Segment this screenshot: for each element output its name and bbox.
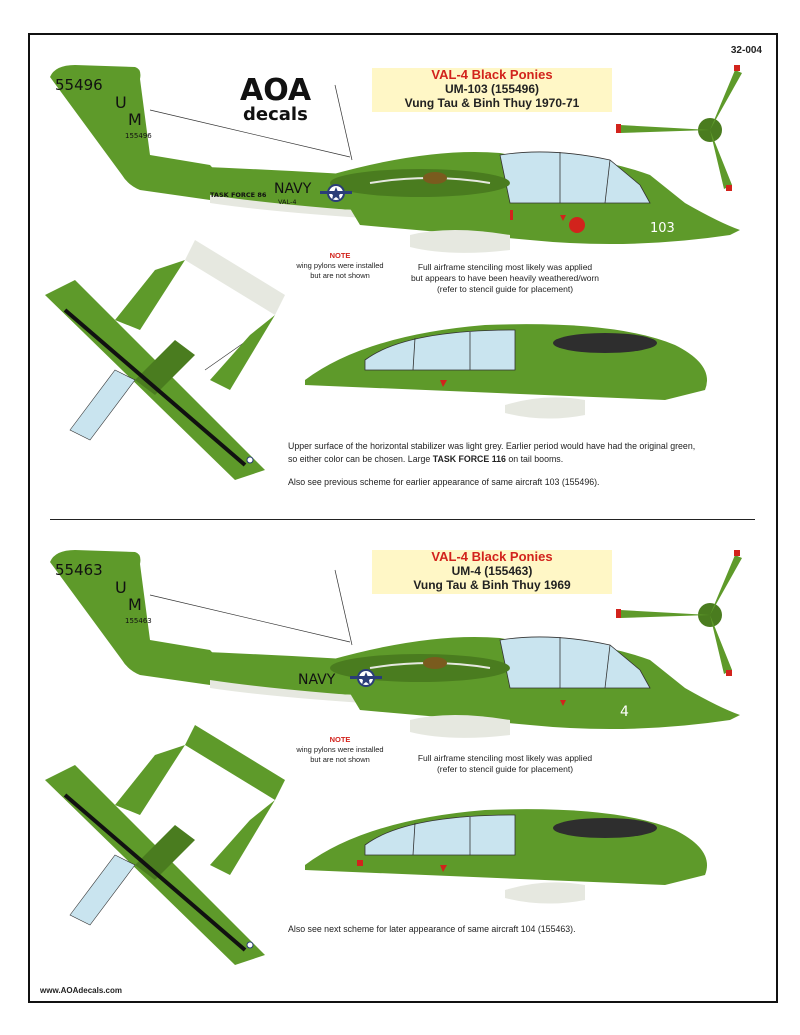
scheme1-stencil-note [390,262,620,295]
scheme1-tail-code-m: M [128,110,142,129]
scheme1-para2: Also see previous scheme for earlier appearance of same aircraft 103 (155496). [288,477,600,487]
scheme2-side-number: 4 [620,704,629,720]
scheme2-stencil-line1: Full airframe stenciling most likely was applied [417,753,593,763]
scheme2-top-view [45,725,295,965]
scheme1-note-line1: wing pylons were installed [296,261,384,270]
logo-bottom-text: decals [243,104,308,125]
scheme1-title: VAL-4 Black Ponies [431,67,553,82]
scheme1-tail-number: 55496 [55,76,103,94]
sheet-number: 32-004 [730,45,762,56]
scheme1-tail-code-u: U [115,93,127,112]
scheme1-stencil-line2: but appears to have been heavily weathered/worn [410,273,600,283]
scheme1-tail-small: 155496 [125,132,152,140]
scheme1-para1-bold: TASK FORCE 116 [432,454,506,464]
scheme2-subtitle: UM-4 (155463) [451,564,533,578]
website-url[interactable]: www.AOAdecals.com [40,986,122,995]
scheme2-note-line2: but are not shown [310,755,370,764]
scheme1-task-force: TASK FORCE 86 [210,191,267,199]
scheme2-note-heading: NOTE [329,735,351,744]
scheme2-note [285,735,395,765]
scheme2-location: Vung Tau & Binh Thuy 1969 [413,578,571,592]
scheme2-side-view [30,520,780,750]
scheme1-para1-line1: Upper surface of the horizontal stabilizer was light grey. Earlier period would have had the original green, [288,441,696,451]
scheme1-val4: VAL-4 [278,198,297,206]
scheme1-side-view [30,35,780,265]
scheme1-nose-view [285,305,725,425]
scheme1-location: Vung Tau & Binh Thuy 1970-71 [404,96,580,110]
scheme1-paragraph [288,440,758,489]
scheme2-stencil-note [390,753,620,775]
scheme2-nose-view [285,790,725,910]
scheme2-title: VAL-4 Black Ponies [431,549,553,564]
scheme1-stencil-line3: (refer to stencil guide for placement) [436,284,574,294]
scheme1-subtitle: UM-103 (155496) [444,82,540,96]
scheme2-nose-number: 4 [400,876,409,891]
scheme2-stencil-line2: (refer to stencil guide for placement) [436,764,574,774]
scheme2-tail-small: 155463 [125,617,152,625]
scheme1-top-view [45,240,295,480]
scheme1-para1-b: so either color can be chosen. Large [288,454,433,464]
scheme1-nose-number: 103 [325,386,350,401]
logo-top-text: AOA [240,73,312,108]
scheme1-para1-c: on tail booms. [505,454,564,464]
scheme2-tail-code-u: U [115,578,127,597]
scheme1-side-number: 103 [650,221,675,236]
scheme2-tail-code-m: M [128,595,142,614]
scheme1-note-line2: but are not shown [310,271,370,280]
scheme1-note [285,251,395,281]
scheme1-note-heading: NOTE [329,251,351,260]
scheme1-stencil-line1: Full airframe stenciling most likely was applied [417,262,593,272]
decal-sheet [28,33,778,1003]
scheme2-tail-number: 55463 [55,561,103,579]
scheme2-paragraph: Also see next scheme for later appearance of same aircraft 104 (155463). [288,924,576,934]
scheme2-note-line1: wing pylons were installed [296,745,384,754]
scheme1-navy: NAVY [274,181,312,197]
scheme1-para1-line2 [288,453,758,466]
scheme2-navy: NAVY [298,672,336,688]
